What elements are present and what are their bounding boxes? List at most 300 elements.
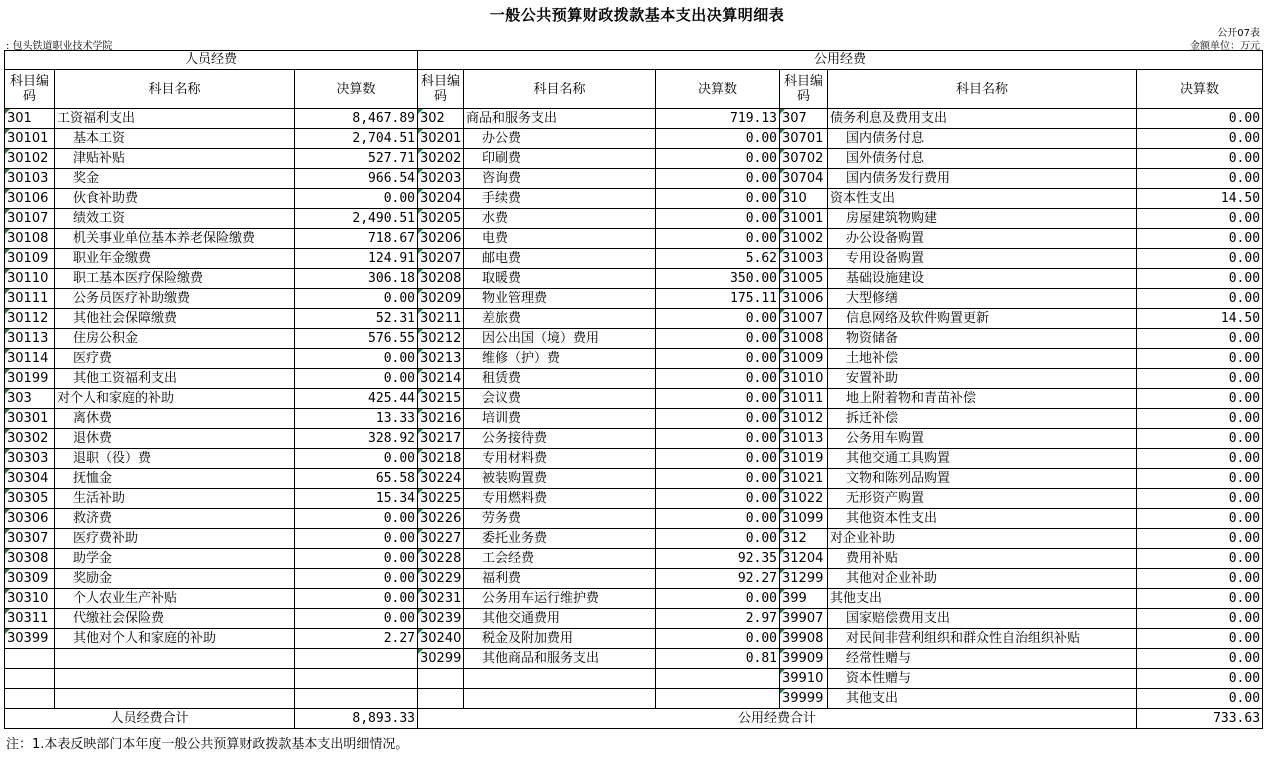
personnel-code-cell[interactable]: 30109: [5, 249, 55, 269]
public-a-name-cell[interactable]: 委托业务费: [464, 529, 656, 549]
public-b-name-cell[interactable]: 经常性赠与: [828, 649, 1137, 669]
public-a-name-cell[interactable]: 专用燃料费: [464, 489, 656, 509]
public-a-amount-cell[interactable]: 175.11: [656, 289, 780, 309]
public-a-name-cell[interactable]: 咨询费: [464, 169, 656, 189]
public-a-name-cell[interactable]: 税金及附加费用: [464, 629, 656, 649]
public-b-name-cell[interactable]: 其他资本性支出: [828, 509, 1137, 529]
public-a-code-cell[interactable]: 30212: [418, 329, 464, 349]
personnel-name-cell[interactable]: 职业年金缴费: [55, 249, 295, 269]
personnel-total-label[interactable]: 人员经费合计: [5, 709, 295, 729]
public-a-name-cell[interactable]: 取暖费: [464, 269, 656, 289]
public-b-name-cell[interactable]: 国外债务付息: [828, 149, 1137, 169]
personnel-amount-cell[interactable]: 2,704.51: [295, 129, 418, 149]
personnel-code-cell[interactable]: 30306: [5, 509, 55, 529]
public-a-amount-cell[interactable]: 0.00: [656, 489, 780, 509]
public-b-code-cell[interactable]: 39907: [780, 609, 828, 629]
public-a-amount-cell[interactable]: 0.81: [656, 649, 780, 669]
col-header-code[interactable]: 科目编码: [418, 70, 464, 109]
public-b-code-cell[interactable]: 31022: [780, 489, 828, 509]
personnel-amount-cell[interactable]: 15.34: [295, 489, 418, 509]
public-b-name-cell[interactable]: 房屋建筑物购建: [828, 209, 1137, 229]
public-total-value[interactable]: 733.63: [1137, 709, 1263, 729]
personnel-code-cell[interactable]: [5, 689, 55, 709]
public-a-code-cell[interactable]: 30206: [418, 229, 464, 249]
public-b-amount-cell[interactable]: 0.00: [1137, 409, 1263, 429]
public-a-name-cell[interactable]: 其他商品和服务支出: [464, 649, 656, 669]
public-b-amount-cell[interactable]: 0.00: [1137, 549, 1263, 569]
public-a-code-cell[interactable]: 30208: [418, 269, 464, 289]
public-a-code-cell[interactable]: 30201: [418, 129, 464, 149]
personnel-code-cell[interactable]: 30102: [5, 149, 55, 169]
public-a-name-cell[interactable]: 被装购置费: [464, 469, 656, 489]
personnel-amount-cell[interactable]: 0.00: [295, 349, 418, 369]
public-b-amount-cell[interactable]: 0.00: [1137, 629, 1263, 649]
public-b-code-cell[interactable]: 31012: [780, 409, 828, 429]
public-b-name-cell[interactable]: 专用设备购置: [828, 249, 1137, 269]
public-a-name-cell[interactable]: 物业管理费: [464, 289, 656, 309]
public-b-name-cell[interactable]: 大型修缮: [828, 289, 1137, 309]
personnel-name-cell[interactable]: 机关事业单位基本养老保险缴费: [55, 229, 295, 249]
public-a-code-cell[interactable]: 30204: [418, 189, 464, 209]
public-b-amount-cell[interactable]: 0.00: [1137, 329, 1263, 349]
personnel-amount-cell[interactable]: 0.00: [295, 529, 418, 549]
col-header-amount[interactable]: 决算数: [656, 70, 780, 109]
public-b-code-cell[interactable]: 39909: [780, 649, 828, 669]
personnel-code-cell[interactable]: 30311: [5, 609, 55, 629]
table-body: [5, 51, 1263, 729]
table-row: [5, 249, 1263, 269]
public-b-code-cell[interactable]: 31019: [780, 449, 828, 469]
public-a-amount-cell[interactable]: 0.00: [656, 329, 780, 349]
personnel-name-cell[interactable]: 离休费: [55, 409, 295, 429]
personnel-code-cell[interactable]: 30310: [5, 589, 55, 609]
public-b-amount-cell[interactable]: 0.00: [1137, 669, 1263, 689]
personnel-code-cell[interactable]: 30114: [5, 349, 55, 369]
public-total-label[interactable]: 公用经费合计: [418, 709, 1137, 729]
personnel-code-cell[interactable]: 30113: [5, 329, 55, 349]
table-row: [5, 569, 1263, 589]
col-header-amount[interactable]: 决算数: [1137, 70, 1263, 109]
table-row: [5, 389, 1263, 409]
public-a-code-cell[interactable]: 30231: [418, 589, 464, 609]
public-b-code-cell[interactable]: 307: [780, 109, 828, 129]
public-b-amount-cell[interactable]: 0.00: [1137, 529, 1263, 549]
public-b-name-cell[interactable]: 国家赔偿费用支出: [828, 609, 1137, 629]
public-a-amount-cell[interactable]: 0.00: [656, 469, 780, 489]
public-b-name-cell[interactable]: 拆迁补偿: [828, 409, 1137, 429]
personnel-code-cell[interactable]: 30103: [5, 169, 55, 189]
public-a-name-cell[interactable]: 邮电费: [464, 249, 656, 269]
col-header-amount[interactable]: 决算数: [295, 70, 418, 109]
public-b-amount-cell[interactable]: 0.00: [1137, 469, 1263, 489]
public-a-amount-cell[interactable]: 0.00: [656, 209, 780, 229]
public-b-code-cell[interactable]: 31003: [780, 249, 828, 269]
public-a-name-cell[interactable]: 办公费: [464, 129, 656, 149]
personnel-name-cell[interactable]: 抚恤金: [55, 469, 295, 489]
personnel-name-cell[interactable]: 对个人和家庭的补助: [55, 389, 295, 409]
public-b-amount-cell[interactable]: 0.00: [1137, 649, 1263, 669]
public-a-name-cell[interactable]: 维修（护）费: [464, 349, 656, 369]
personnel-name-cell[interactable]: 生活补助: [55, 489, 295, 509]
table-row: [5, 229, 1263, 249]
public-a-amount-cell[interactable]: 350.00: [656, 269, 780, 289]
personnel-name-cell[interactable]: 绩效工资: [55, 209, 295, 229]
public-b-name-cell[interactable]: 办公设备购置: [828, 229, 1137, 249]
public-b-code-cell[interactable]: 31011: [780, 389, 828, 409]
public-b-name-cell[interactable]: 国内债务发行费用: [828, 169, 1137, 189]
public-a-code-cell[interactable]: 30205: [418, 209, 464, 229]
public-a-code-cell[interactable]: 30216: [418, 409, 464, 429]
public-b-name-cell[interactable]: 其他支出: [828, 589, 1137, 609]
public-b-amount-cell[interactable]: 0.00: [1137, 369, 1263, 389]
public-b-name-cell[interactable]: 国内债务付息: [828, 129, 1137, 149]
public-a-amount-cell[interactable]: 0.00: [656, 509, 780, 529]
public-a-name-cell[interactable]: 水费: [464, 209, 656, 229]
public-b-code-cell[interactable]: 31006: [780, 289, 828, 309]
public-a-amount-cell[interactable]: 0.00: [656, 349, 780, 369]
public-a-code-cell[interactable]: 30239: [418, 609, 464, 629]
public-a-name-cell[interactable]: 培训费: [464, 409, 656, 429]
public-a-code-cell[interactable]: 30215: [418, 389, 464, 409]
table-row: [5, 169, 1263, 189]
table-row: [5, 149, 1263, 169]
public-a-name-cell[interactable]: 福利费: [464, 569, 656, 589]
public-a-name-cell[interactable]: 公务用车运行维护费: [464, 589, 656, 609]
public-b-amount-cell[interactable]: 0.00: [1137, 509, 1263, 529]
public-b-code-cell[interactable]: 31010: [780, 369, 828, 389]
personnel-amount-cell[interactable]: 0.00: [295, 569, 418, 589]
personnel-amount-cell[interactable]: 124.91: [295, 249, 418, 269]
public-a-amount-cell[interactable]: 0.00: [656, 369, 780, 389]
personnel-code-cell[interactable]: 30399: [5, 629, 55, 649]
public-a-amount-cell[interactable]: 92.35: [656, 549, 780, 569]
public-b-name-cell[interactable]: 地上附着物和青苗补偿: [828, 389, 1137, 409]
personnel-amount-cell[interactable]: 425.44: [295, 389, 418, 409]
public-b-name-cell[interactable]: 文物和陈列品购置: [828, 469, 1137, 489]
personnel-code-cell[interactable]: 30304: [5, 469, 55, 489]
personnel-name-cell[interactable]: 医疗费补助: [55, 529, 295, 549]
public-b-name-cell[interactable]: 基础设施建设: [828, 269, 1137, 289]
public-b-code-cell[interactable]: 31009: [780, 349, 828, 369]
public-a-amount-cell[interactable]: 719.13: [656, 109, 780, 129]
personnel-name-cell[interactable]: 退休费: [55, 429, 295, 449]
public-b-code-cell[interactable]: 31007: [780, 309, 828, 329]
personnel-amount-cell[interactable]: [295, 649, 418, 669]
public-a-name-cell[interactable]: 工会经费: [464, 549, 656, 569]
public-b-amount-cell[interactable]: 0.00: [1137, 349, 1263, 369]
col-header-code[interactable]: 科目编码: [5, 70, 55, 109]
public-b-name-cell[interactable]: 公务用车购置: [828, 429, 1137, 449]
personnel-name-cell[interactable]: 伙食补助费: [55, 189, 295, 209]
public-a-amount-cell[interactable]: 0.00: [656, 229, 780, 249]
public-b-amount-cell[interactable]: 0.00: [1137, 389, 1263, 409]
personnel-amount-cell[interactable]: 718.67: [295, 229, 418, 249]
public-a-code-cell[interactable]: 30229: [418, 569, 464, 589]
table-row: [5, 349, 1263, 369]
public-a-amount-cell[interactable]: [656, 669, 780, 689]
col-header-name[interactable]: 科目名称: [828, 70, 1137, 109]
public-b-amount-cell[interactable]: 0.00: [1137, 569, 1263, 589]
personnel-name-cell[interactable]: 医疗费: [55, 349, 295, 369]
public-a-name-cell[interactable]: 公务接待费: [464, 429, 656, 449]
personnel-name-cell[interactable]: 奖励金: [55, 569, 295, 589]
public-a-amount-cell[interactable]: [656, 689, 780, 709]
public-b-name-cell[interactable]: 费用补贴: [828, 549, 1137, 569]
public-a-name-cell[interactable]: 手续费: [464, 189, 656, 209]
public-b-amount-cell[interactable]: 0.00: [1137, 489, 1263, 509]
table-row: [5, 689, 1263, 709]
public-a-code-cell[interactable]: 30202: [418, 149, 464, 169]
personnel-total-value[interactable]: 8,893.33: [295, 709, 418, 729]
col-header-name[interactable]: 科目名称: [464, 70, 656, 109]
personnel-code-cell[interactable]: 30302: [5, 429, 55, 449]
public-b-code-cell[interactable]: 30701: [780, 129, 828, 149]
personnel-name-cell[interactable]: 住房公积金: [55, 329, 295, 349]
public-b-name-cell[interactable]: 物资储备: [828, 329, 1137, 349]
personnel-amount-cell[interactable]: 527.71: [295, 149, 418, 169]
personnel-name-cell[interactable]: 津贴补贴: [55, 149, 295, 169]
personnel-amount-cell[interactable]: 0.00: [295, 189, 418, 209]
public-a-code-cell[interactable]: 30209: [418, 289, 464, 309]
personnel-name-cell[interactable]: 公务员医疗补助缴费: [55, 289, 295, 309]
personnel-name-cell[interactable]: 奖金: [55, 169, 295, 189]
public-a-code-cell[interactable]: 30226: [418, 509, 464, 529]
personnel-amount-cell[interactable]: 0.00: [295, 369, 418, 389]
personnel-name-cell[interactable]: 基本工资: [55, 129, 295, 149]
public-b-code-cell[interactable]: 31013: [780, 429, 828, 449]
personnel-amount-cell[interactable]: 8,467.89: [295, 109, 418, 129]
public-a-name-cell[interactable]: 差旅费: [464, 309, 656, 329]
personnel-name-cell[interactable]: [55, 669, 295, 689]
public-a-name-cell[interactable]: 租赁费: [464, 369, 656, 389]
public-b-amount-cell[interactable]: 14.50: [1137, 189, 1263, 209]
personnel-amount-cell[interactable]: 0.00: [295, 609, 418, 629]
public-a-code-cell[interactable]: 30227: [418, 529, 464, 549]
column-header-row: [5, 70, 1263, 109]
personnel-code-cell[interactable]: 30111: [5, 289, 55, 309]
public-b-name-cell[interactable]: 土地补偿: [828, 349, 1137, 369]
personnel-amount-cell[interactable]: 306.18: [295, 269, 418, 289]
personnel-name-cell[interactable]: 助学金: [55, 549, 295, 569]
public-a-code-cell[interactable]: [418, 689, 464, 709]
public-a-amount-cell[interactable]: 0.00: [656, 429, 780, 449]
public-b-name-cell[interactable]: 债务利息及费用支出: [828, 109, 1137, 129]
public-a-amount-cell[interactable]: 0.00: [656, 589, 780, 609]
personnel-code-cell[interactable]: 30308: [5, 549, 55, 569]
col-header-code[interactable]: 科目编码: [780, 70, 828, 109]
personnel-name-cell[interactable]: [55, 689, 295, 709]
table-row: [5, 309, 1263, 329]
personnel-code-cell[interactable]: 303: [5, 389, 55, 409]
public-b-amount-cell[interactable]: 14.50: [1137, 309, 1263, 329]
public-b-name-cell[interactable]: 对民间非营利组织和群众性自治组织补贴: [828, 629, 1137, 649]
personnel-name-cell[interactable]: 其他社会保障缴费: [55, 309, 295, 329]
personnel-name-cell[interactable]: 代缴社会保险费: [55, 609, 295, 629]
personnel-amount-cell[interactable]: 2.27: [295, 629, 418, 649]
personnel-name-cell[interactable]: [55, 649, 295, 669]
public-a-amount-cell[interactable]: 0.00: [656, 149, 780, 169]
personnel-code-cell[interactable]: [5, 669, 55, 689]
public-a-name-cell[interactable]: 劳务费: [464, 509, 656, 529]
personnel-name-cell[interactable]: 救济费: [55, 509, 295, 529]
public-b-code-cell[interactable]: 31299: [780, 569, 828, 589]
personnel-amount-cell[interactable]: 576.55: [295, 329, 418, 349]
public-a-code-cell[interactable]: 30213: [418, 349, 464, 369]
public-a-code-cell[interactable]: 30211: [418, 309, 464, 329]
public-b-amount-cell[interactable]: 0.00: [1137, 289, 1263, 309]
personnel-amount-cell[interactable]: 52.31: [295, 309, 418, 329]
public-b-name-cell[interactable]: 安置补助: [828, 369, 1137, 389]
public-b-code-cell[interactable]: 31204: [780, 549, 828, 569]
public-a-code-cell[interactable]: 30207: [418, 249, 464, 269]
public-a-code-cell[interactable]: 30224: [418, 469, 464, 489]
section-public[interactable]: 公用经费: [418, 51, 1263, 70]
public-b-code-cell[interactable]: 30704: [780, 169, 828, 189]
unit-name-label: : 包头铁道职业技术学院: [6, 41, 113, 52]
personnel-amount-cell[interactable]: 0.00: [295, 589, 418, 609]
personnel-code-cell[interactable]: 30305: [5, 489, 55, 509]
public-b-amount-cell[interactable]: 0.00: [1137, 429, 1263, 449]
report-title: 一般公共预算财政拨款基本支出决算明细表: [489, 6, 785, 24]
public-a-code-cell[interactable]: 30240: [418, 629, 464, 649]
personnel-amount-cell[interactable]: 0.00: [295, 509, 418, 529]
public-a-amount-cell[interactable]: 0.00: [656, 309, 780, 329]
personnel-name-cell[interactable]: 职工基本医疗保险缴费: [55, 269, 295, 289]
personnel-code-cell[interactable]: 30303: [5, 449, 55, 469]
public-a-amount-cell[interactable]: 0.00: [656, 129, 780, 149]
public-a-code-cell[interactable]: 30299: [418, 649, 464, 669]
public-a-code-cell[interactable]: 302: [418, 109, 464, 129]
public-b-name-cell[interactable]: 信息网络及软件购置更新: [828, 309, 1137, 329]
public-a-amount-cell[interactable]: 0.00: [656, 389, 780, 409]
public-b-amount-cell[interactable]: 0.00: [1137, 169, 1263, 189]
public-b-code-cell[interactable]: 399: [780, 589, 828, 609]
public-b-code-cell[interactable]: 31099: [780, 509, 828, 529]
public-b-name-cell[interactable]: 无形资产购置: [828, 489, 1137, 509]
personnel-code-cell[interactable]: 30301: [5, 409, 55, 429]
personnel-amount-cell[interactable]: [295, 689, 418, 709]
public-b-name-cell[interactable]: 其他对企业补助: [828, 569, 1137, 589]
public-b-code-cell[interactable]: 310: [780, 189, 828, 209]
public-a-name-cell[interactable]: 专用材料费: [464, 449, 656, 469]
public-b-amount-cell[interactable]: 0.00: [1137, 109, 1263, 129]
public-a-name-cell[interactable]: 因公出国（境）费用: [464, 329, 656, 349]
personnel-amount-cell[interactable]: 13.33: [295, 409, 418, 429]
public-b-code-cell[interactable]: 31002: [780, 229, 828, 249]
personnel-amount-cell[interactable]: 328.92: [295, 429, 418, 449]
personnel-code-cell[interactable]: 30106: [5, 189, 55, 209]
public-a-name-cell[interactable]: 电费: [464, 229, 656, 249]
personnel-name-cell[interactable]: 其他对个人和家庭的补助: [55, 629, 295, 649]
personnel-code-cell[interactable]: 30199: [5, 369, 55, 389]
personnel-code-cell[interactable]: 30112: [5, 309, 55, 329]
public-b-code-cell[interactable]: 31005: [780, 269, 828, 289]
public-a-amount-cell[interactable]: 0.00: [656, 169, 780, 189]
public-a-name-cell[interactable]: [464, 669, 656, 689]
public-b-code-cell[interactable]: 39910: [780, 669, 828, 689]
public-b-amount-cell[interactable]: 0.00: [1137, 449, 1263, 469]
personnel-amount-cell[interactable]: 966.54: [295, 169, 418, 189]
public-a-amount-cell[interactable]: 2.97: [656, 609, 780, 629]
personnel-code-cell[interactable]: [5, 649, 55, 669]
public-b-code-cell[interactable]: 39999: [780, 689, 828, 709]
public-b-code-cell[interactable]: 39908: [780, 629, 828, 649]
personnel-code-cell[interactable]: 30110: [5, 269, 55, 289]
public-b-amount-cell[interactable]: 0.00: [1137, 129, 1263, 149]
public-b-amount-cell[interactable]: 0.00: [1137, 229, 1263, 249]
public-a-amount-cell[interactable]: 0.00: [656, 449, 780, 469]
public-a-code-cell[interactable]: 30217: [418, 429, 464, 449]
personnel-name-cell[interactable]: 个人农业生产补贴: [55, 589, 295, 609]
personnel-amount-cell[interactable]: 2,490.51: [295, 209, 418, 229]
public-a-name-cell[interactable]: 印刷费: [464, 149, 656, 169]
amount-unit-label: 金额单位：万元: [1190, 41, 1260, 52]
public-a-code-cell[interactable]: [418, 669, 464, 689]
personnel-code-cell[interactable]: 30108: [5, 229, 55, 249]
personnel-amount-cell[interactable]: [295, 669, 418, 689]
public-a-amount-cell[interactable]: 5.62: [656, 249, 780, 269]
public-b-code-cell[interactable]: 312: [780, 529, 828, 549]
public-a-code-cell[interactable]: 30225: [418, 489, 464, 509]
personnel-name-cell[interactable]: 工资福利支出: [55, 109, 295, 129]
public-a-amount-cell[interactable]: 0.00: [656, 189, 780, 209]
public-b-name-cell[interactable]: 资本性支出: [828, 189, 1137, 209]
personnel-code-cell[interactable]: 30101: [5, 129, 55, 149]
public-a-code-cell[interactable]: 30228: [418, 549, 464, 569]
personnel-code-cell[interactable]: 30309: [5, 569, 55, 589]
col-header-name[interactable]: 科目名称: [55, 70, 295, 109]
public-b-amount-cell[interactable]: 0.00: [1137, 249, 1263, 269]
personnel-code-cell[interactable]: 30307: [5, 529, 55, 549]
public-a-name-cell[interactable]: 商品和服务支出: [464, 109, 656, 129]
public-b-name-cell[interactable]: 资本性赠与: [828, 669, 1137, 689]
personnel-amount-cell[interactable]: 0.00: [295, 549, 418, 569]
public-b-amount-cell[interactable]: 0.00: [1137, 149, 1263, 169]
public-a-code-cell[interactable]: 30203: [418, 169, 464, 189]
personnel-code-cell[interactable]: 30107: [5, 209, 55, 229]
public-b-code-cell[interactable]: 31001: [780, 209, 828, 229]
public-b-name-cell[interactable]: 其他交通工具购置: [828, 449, 1137, 469]
section-personnel[interactable]: 人员经费: [5, 51, 418, 70]
public-a-amount-cell[interactable]: 92.27: [656, 569, 780, 589]
public-a-code-cell[interactable]: 30218: [418, 449, 464, 469]
public-a-amount-cell[interactable]: 0.00: [656, 529, 780, 549]
personnel-name-cell[interactable]: 其他工资福利支出: [55, 369, 295, 389]
public-b-amount-cell[interactable]: 0.00: [1137, 269, 1263, 289]
public-a-name-cell[interactable]: [464, 689, 656, 709]
personnel-code-cell[interactable]: 301: [5, 109, 55, 129]
personnel-amount-cell[interactable]: 0.00: [295, 449, 418, 469]
public-a-name-cell[interactable]: 其他交通费用: [464, 609, 656, 629]
public-b-amount-cell[interactable]: 0.00: [1137, 689, 1263, 709]
public-b-code-cell[interactable]: 31021: [780, 469, 828, 489]
public-b-code-cell[interactable]: 31008: [780, 329, 828, 349]
public-b-amount-cell[interactable]: 0.00: [1137, 609, 1263, 629]
public-b-name-cell[interactable]: 对企业补助: [828, 529, 1137, 549]
public-a-amount-cell[interactable]: 0.00: [656, 629, 780, 649]
public-a-name-cell[interactable]: 会议费: [464, 389, 656, 409]
personnel-amount-cell[interactable]: 65.58: [295, 469, 418, 489]
public-b-amount-cell[interactable]: 0.00: [1137, 209, 1263, 229]
public-b-name-cell[interactable]: 其他支出: [828, 689, 1137, 709]
public-b-amount-cell[interactable]: 0.00: [1137, 589, 1263, 609]
table-row: [5, 549, 1263, 569]
personnel-amount-cell[interactable]: 0.00: [295, 289, 418, 309]
public-a-code-cell[interactable]: 30214: [418, 369, 464, 389]
public-a-amount-cell[interactable]: 0.00: [656, 409, 780, 429]
personnel-name-cell[interactable]: 退职（役）费: [55, 449, 295, 469]
public-b-code-cell[interactable]: 30702: [780, 149, 828, 169]
